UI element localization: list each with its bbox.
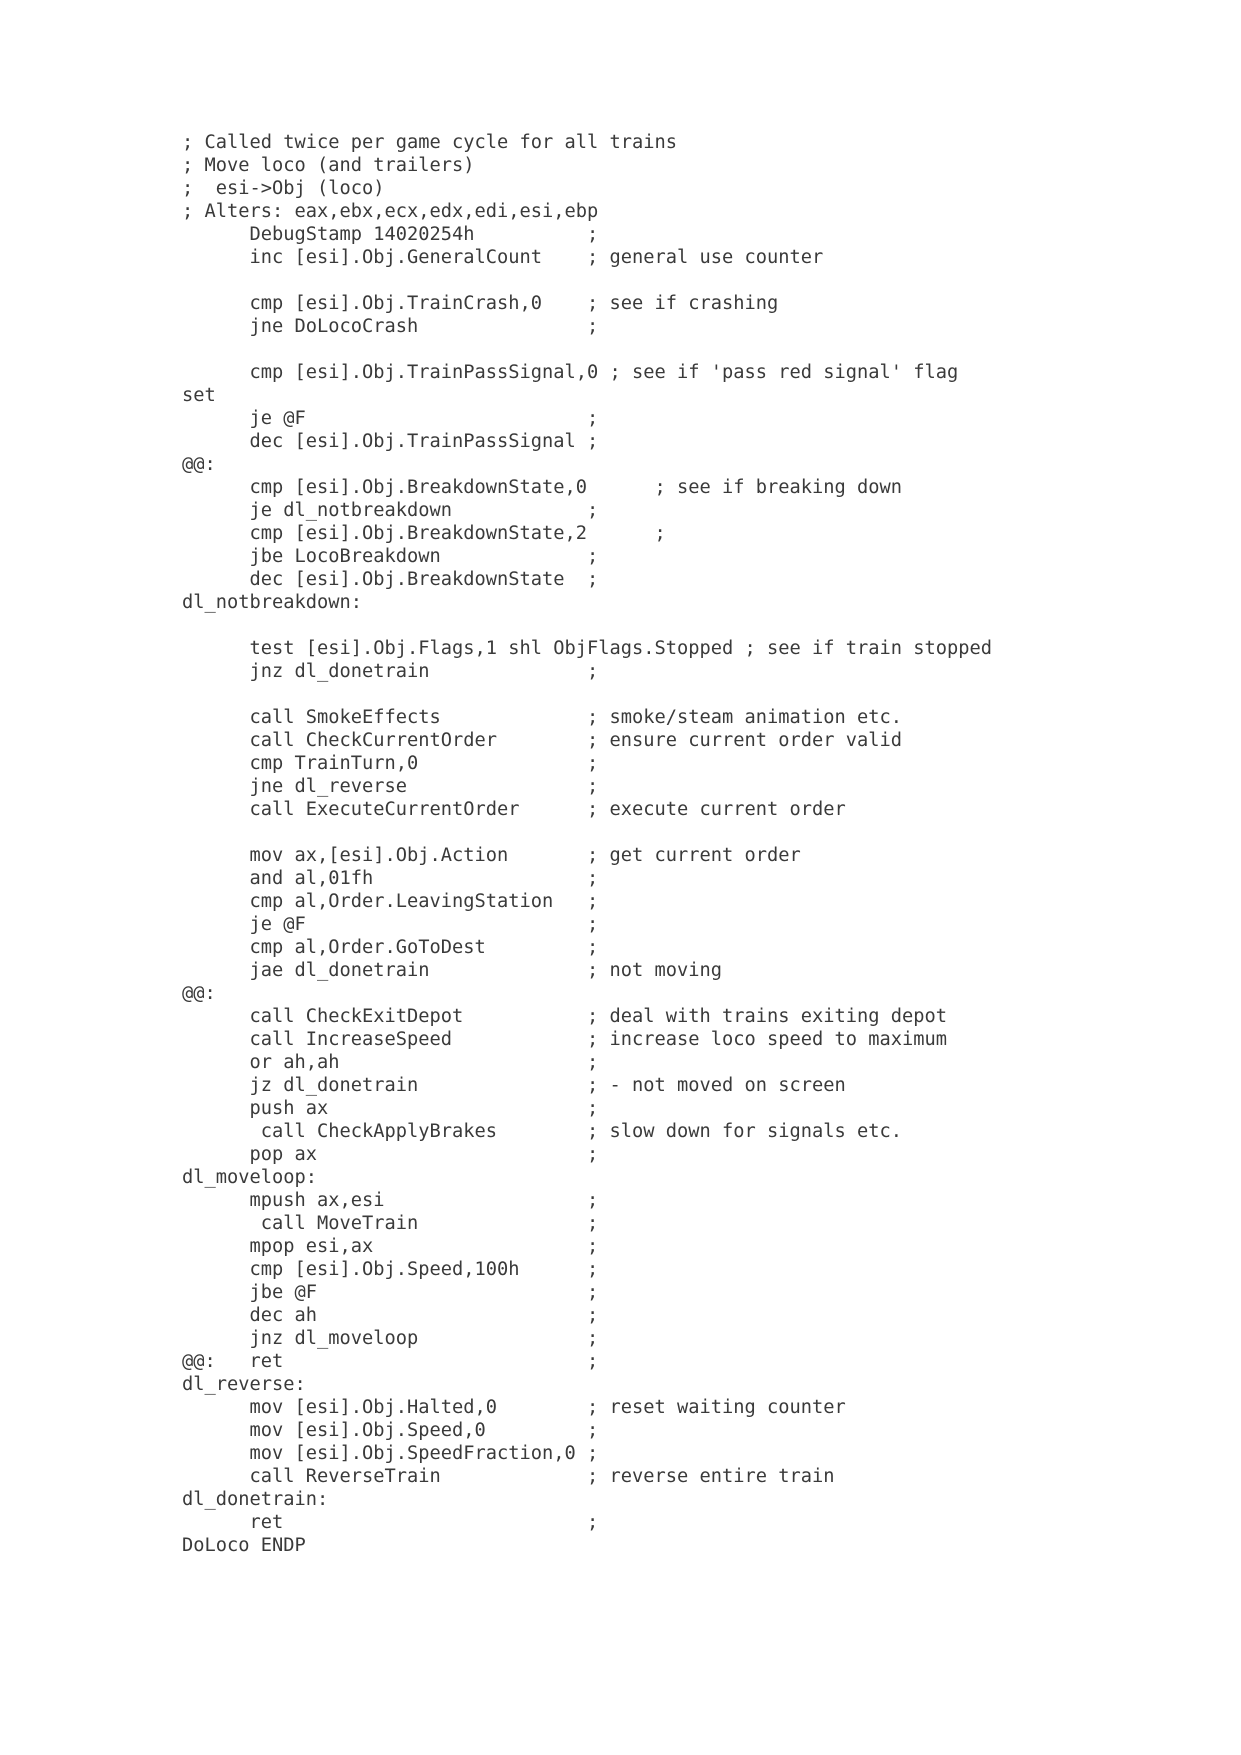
- code-line: cmp [esi].Obj.TrainCrash,0 ; see if crashing: [182, 293, 779, 314]
- code-line: jz dl_donetrain ; - not moved on screen: [182, 1075, 846, 1096]
- code-line: mov [esi].Obj.Halted,0 ; reset waiting counter: [182, 1397, 846, 1418]
- code-line: cmp [esi].Obj.BreakdownState,2 ;: [182, 523, 666, 544]
- code-line: ret ;: [182, 1512, 599, 1533]
- code-line: push ax ;: [182, 1098, 599, 1119]
- code-line: dl_notbreakdown:: [182, 592, 363, 613]
- code-line: call IncreaseSpeed ; increase loco speed to maximum: [182, 1029, 948, 1050]
- code-line: je @F ;: [182, 914, 599, 935]
- code-line: [182, 821, 1202, 844]
- code-line: je dl_notbreakdown ;: [182, 500, 599, 521]
- code-line: mpop esi,ax ;: [182, 1236, 599, 1257]
- code-listing: [182, 131, 1202, 1557]
- code-line: [182, 614, 1202, 637]
- code-line: and al,01fh ;: [182, 868, 599, 889]
- code-line: [182, 683, 1202, 706]
- code-line: call ExecuteCurrentOrder ; execute current order: [182, 799, 846, 820]
- code-line: DebugStamp 14020254h ;: [182, 224, 599, 245]
- code-line: inc [esi].Obj.GeneralCount ; general use counter: [182, 247, 824, 268]
- code-line: jne dl_reverse ;: [182, 776, 599, 797]
- code-line: dec [esi].Obj.BreakdownState ;: [182, 569, 599, 590]
- code-line: jbe LocoBreakdown ;: [182, 546, 599, 567]
- code-line: dec ah ;: [182, 1305, 599, 1326]
- code-line: cmp [esi].Obj.Speed,100h ;: [182, 1259, 599, 1280]
- code-line: [182, 269, 1202, 292]
- code-line: dec [esi].Obj.TrainPassSignal ;: [182, 431, 599, 452]
- code-line: cmp TrainTurn,0 ;: [182, 753, 599, 774]
- code-line: mov [esi].Obj.SpeedFraction,0 ;: [182, 1443, 599, 1464]
- code-line: mov [esi].Obj.Speed,0 ;: [182, 1420, 599, 1441]
- code-line: ; Alters: eax,ebx,ecx,edx,edi,esi,ebp: [182, 201, 599, 222]
- code-line: pop ax ;: [182, 1144, 599, 1165]
- code-line: call CheckApplyBrakes ; slow down for signals etc.: [182, 1121, 903, 1142]
- code-line: ; esi->Obj (loco): [182, 178, 385, 199]
- code-line: call MoveTrain ;: [182, 1213, 599, 1234]
- code-line: dl_reverse:: [182, 1374, 306, 1395]
- code-line: call ReverseTrain ; reverse entire train: [182, 1466, 835, 1487]
- code-line: test [esi].Obj.Flags,1 shl ObjFlags.Stopped ; see if train stopped: [182, 638, 993, 659]
- code-line: dl_moveloop:: [182, 1167, 318, 1188]
- code-line: cmp [esi].Obj.TrainPassSignal,0 ; see if 'pass red signal' flag: [182, 362, 959, 383]
- code-line: [182, 338, 1202, 361]
- code-line: jne DoLocoCrash ;: [182, 316, 599, 337]
- code-line: DoLoco ENDP: [182, 1535, 306, 1556]
- code-line: cmp al,Order.LeavingStation ;: [182, 891, 599, 912]
- code-line: call CheckCurrentOrder ; ensure current order valid: [182, 730, 903, 751]
- code-line: cmp [esi].Obj.BreakdownState,0 ; see if breaking down: [182, 477, 903, 498]
- code-line: cmp al,Order.GoToDest ;: [182, 937, 599, 958]
- code-line: jnz dl_moveloop ;: [182, 1328, 599, 1349]
- code-line: jbe @F ;: [182, 1282, 599, 1303]
- code-line: mov ax,[esi].Obj.Action ; get current order: [182, 845, 801, 866]
- code-line: set: [182, 385, 216, 406]
- code-line: je @F ;: [182, 408, 599, 429]
- code-line: mpush ax,esi ;: [182, 1190, 599, 1211]
- code-line: @@:: [182, 983, 216, 1004]
- code-line: call SmokeEffects ; smoke/steam animation etc.: [182, 707, 903, 728]
- code-line: @@: ret ;: [182, 1351, 599, 1372]
- code-line: @@:: [182, 454, 216, 475]
- code-line: ; Move loco (and trailers): [182, 155, 475, 176]
- code-line: or ah,ah ;: [182, 1052, 599, 1073]
- code-line: jae dl_donetrain ; not moving: [182, 960, 723, 981]
- code-line: jnz dl_donetrain ;: [182, 661, 599, 682]
- code-line: ; Called twice per game cycle for all trains: [182, 132, 678, 153]
- code-line: dl_donetrain:: [182, 1489, 329, 1510]
- code-line: call CheckExitDepot ; deal with trains exiting depot: [182, 1006, 948, 1027]
